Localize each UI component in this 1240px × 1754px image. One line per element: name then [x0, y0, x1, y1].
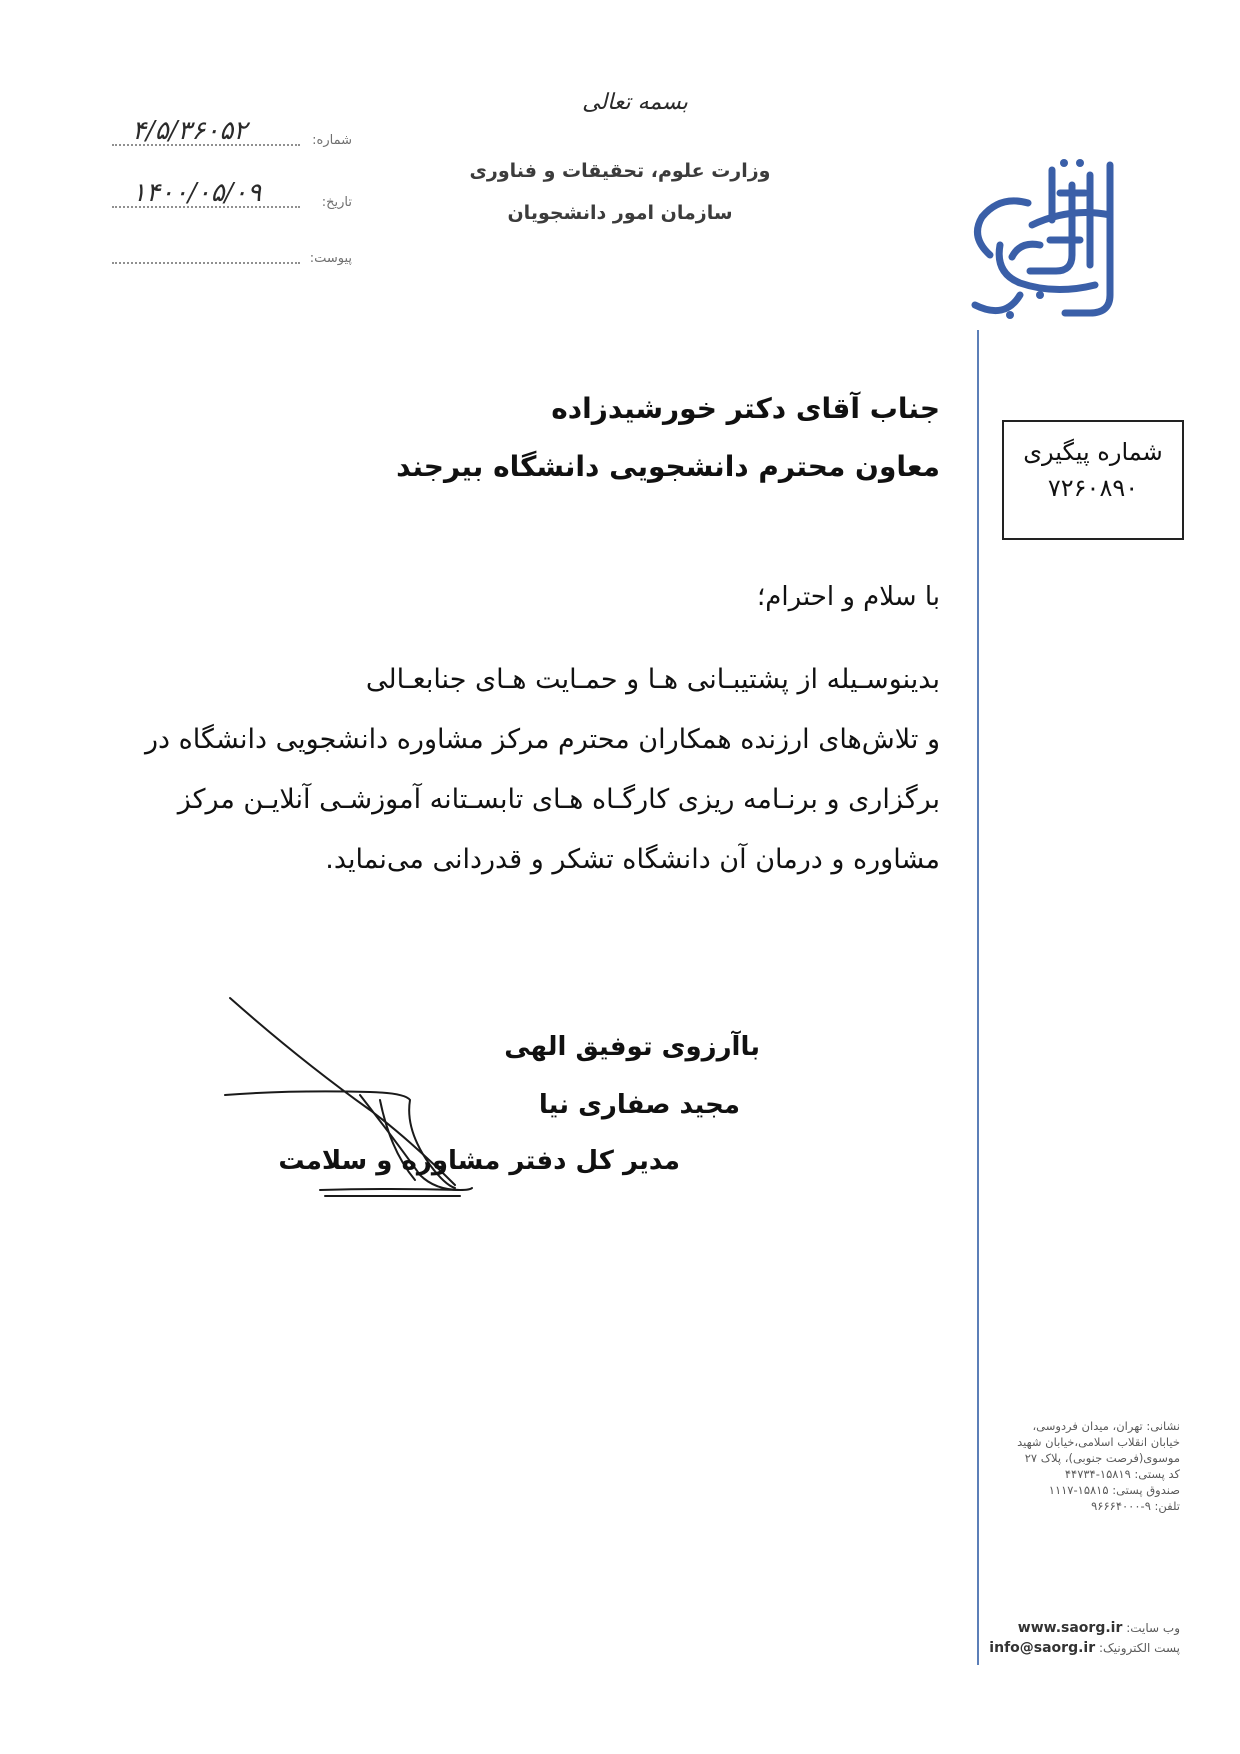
email-link[interactable]: info@saorg.ir: [989, 1640, 1096, 1656]
website-link[interactable]: www.saorg.ir: [1017, 1620, 1123, 1636]
number-label: شماره:: [312, 133, 352, 148]
address-line: تلفن: ۹-۹۶۶۶۴۰۰۰: [1091, 1499, 1180, 1513]
address-line: صندوق پستی: ۱۵۸۱۵-۱۱۱۷: [1048, 1483, 1180, 1497]
number-field: [112, 118, 352, 152]
body-line: بدینوسـیله از پشتیبـانی هـا و حمـایت هـای جنابعـالی: [365, 664, 940, 695]
organization-name: سازمان امور دانشجویان: [507, 202, 733, 224]
basmala: بسمه تعالی: [582, 90, 688, 115]
salutation: با سلام و احترام؛: [757, 582, 940, 612]
footer-address: [980, 1418, 1180, 1514]
margin-rule: [977, 330, 979, 1665]
ministry-name: وزارت علوم، تحقیقات و فناوری: [469, 160, 771, 182]
attachment-field: [112, 236, 352, 270]
attachment-dotted-line: [112, 262, 300, 264]
email-label: پست الکترونیک:: [1098, 1641, 1180, 1655]
date-field: [112, 180, 352, 214]
signer-name: مجید صفاری نیا: [538, 1090, 740, 1120]
date-label: تاریخ:: [321, 195, 352, 210]
body-line: و تلاش‌های ارزنده همکاران محترم مرکز مشاوره دانشجویی دانشگاه در: [145, 724, 940, 755]
addressee-line-1: جناب آقای دکتر خورشیدزاده: [551, 392, 940, 425]
number-value: ۴/۵/۳۶۰۵۲: [132, 116, 248, 146]
organization-logo: [960, 145, 1135, 330]
attachment-label: پیوست:: [309, 251, 352, 266]
tracking-value: ۷۲۶۰۸۹۰: [1047, 474, 1139, 502]
address-line: نشانی: تهران، میدان فردوسی،: [1032, 1419, 1180, 1433]
date-value: ۱۴۰۰/۰۵/۰۹: [132, 178, 262, 208]
address-line: موسوی(فرصت جنوبی)، پلاک ۲۷: [1024, 1451, 1180, 1465]
website-row: [980, 1618, 1180, 1638]
addressee-line-2: معاون محترم دانشجویی دانشگاه بیرجند: [396, 450, 940, 483]
website-label: وب سایت:: [1126, 1621, 1180, 1635]
tracking-box: [1002, 420, 1184, 540]
calligraphy-logo-icon: [960, 145, 1135, 330]
address-line: کد پستی: ۱۵۸۱۹-۴۴۷۳۴: [1064, 1467, 1180, 1481]
email-row: [980, 1638, 1180, 1658]
letter-body: [45, 650, 940, 890]
signer-title: مدیر کل دفتر مشاوره و سلامت: [278, 1146, 680, 1176]
closing-wish: باآرزوی توفیق الهی: [504, 1032, 760, 1062]
body-line: برگزاری و برنـامه ریزی کارگـاه هـای تابسـتانه آموزشـی آنلایـن مرکز: [177, 784, 940, 815]
footer-contact: [980, 1618, 1180, 1658]
tracking-label: شماره پیگیری: [1023, 438, 1163, 466]
body-line: مشاوره و درمان آن دانشگاه تشکر و قدردانی می‌نماید.: [325, 844, 940, 875]
address-line: خیابان انقلاب اسلامی،خیابان شهید: [1017, 1435, 1180, 1449]
